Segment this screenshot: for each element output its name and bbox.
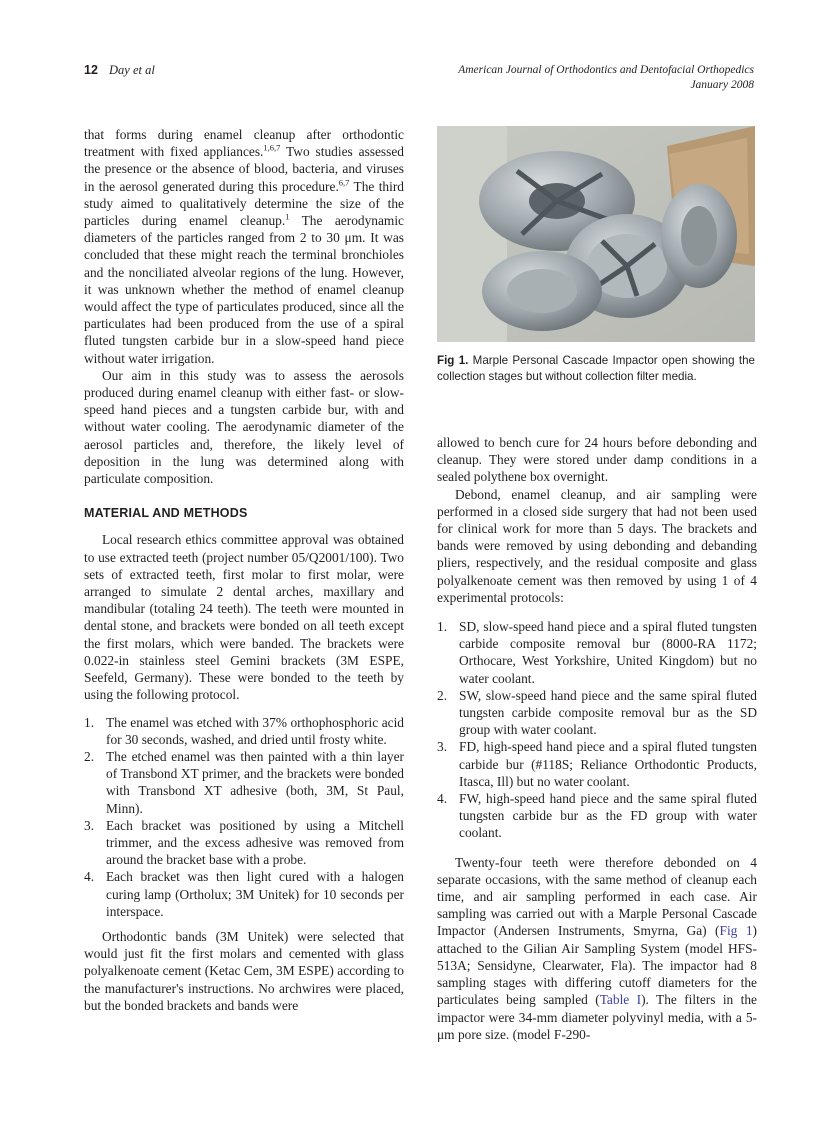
list-item: 3. FD, high-speed hand piece and a spiral fluted tungsten carbide bur (#118S; Reliance Orthodontic Products, Itasca, Ill) but no water coolant. [437,739,757,789]
experimental-protocol-list [437,618,757,842]
paragraph: Local research ethics committee approval was obtained to use extracted teeth (project number 05/Q2001/100). Two sets of extracted teeth, first molar to first molar, were arranged to simulate 2 dental arches, maxillary and mandibular (totaling 24 teeth). The teeth were mounted in dental stone, and brackets were bonded on all teeth except the first molars, which were banded. The brackets were 0.022-in stainless steel Gemini brackets (3M ESPE, Seefeld, Germany). These were bonded to the teeth by using the following protocol. [84,532,404,703]
figure-label: Fig 1. [437,354,469,367]
paragraph: Twenty-four teeth were therefore debonded on 4 separate occasions, with the same method of cleanup each time, and air sampling performed in each case. Air sampling was carried out with a Marple Personal Cascade Impactor (Andersen Instruments, Smyrna, Ga) (Fig 1) attached to the Gilian Air Sampling System (model HFS-513A; Sensidyne, Clearwater, Fla). The impactor had 8 sampling stages with differing cutoff diameters for the particulates being sampled (Table I). The filters in the impactor were 34-mm diameter polyvinyl media, with a 5-μm pore size. (model F-290- [437,854,758,1042]
list-item: 3. Each bracket was positioned by using a Mitchell trimmer, and the excess adhesive was removed from around the bracket base with a probe. [84,817,404,868]
figure-image [437,126,755,342]
impactor-photo [437,126,755,342]
bonding-protocol-list [84,714,404,920]
running-header-left [84,63,155,78]
page-number: 12 [84,63,98,77]
list-item: 1. SD, slow-speed hand piece and a spiral fluted tungsten carbide composite removal bur (8000-RA 1172; Orthocare, West Yorkshire, United Kingdom) but no water coolant. [437,619,757,686]
right-column [437,434,757,1043]
journal-issue: January 2008 [690,79,754,91]
paragraph: Orthodontic bands (3M Unitek) were selected that would just fit the first molars and cemented with glass polyalkenoate cement (Ketac Cem, 3M ESPE) according to the manufacturer's instructions. No archwires were placed, but the bonded brackets and bands were [84,928,404,1013]
running-authors: Day et al [109,63,155,77]
citation[interactable]: 1 [285,211,290,222]
journal-name: American Journal of Orthodontics and Dentofacial Orthopedics [458,64,754,76]
paragraph: Debond, enamel cleanup, and air sampling were performed in a closed side surgery that had not been used for clinical work for more than 5 days. The brackets and bands were removed by using debonding and debanding pliers, respectively, and the residual composite and glass polyalkenoate cement was then removed by using 1 of 4 experimental protocols: [437,486,757,605]
paragraph: that forms during enamel cleanup after orthodontic treatment with fixed appliances.$^{1,6,7}$ Two studies assessed the presence or the absence of blood, bacteria, and viruses in the aerosol generated during this procedure.$^{6,7}$ The third study aimed to qualitatively determine the size of the particles during enamel cleanup.$^1$ The aerodynamic diameters of the particles ranged from 2 to 30 μm. It was concluded that these might reach the terminal bronchioles and the nonciliated alveolar regions of the lung. However, it was unknown whether the method of enamel cleanup would affect the type of particulates produced, since all the particulates had been produced from the use of a spiral fluted tungsten carbide bur in a slow-speed hand piece without water irrigation. [84,127,404,366]
figure-link[interactable]: Fig 1 [719,923,753,939]
citation[interactable]: 1,6,7 [263,142,281,153]
list-item: 4. FW, high-speed hand piece and the same spiral fluted tungsten carbide bur as the FD group with water coolant. [437,791,757,841]
list-item: 2. SW, slow-speed hand piece and the same spiral fluted tungsten carbide composite removal bur as the SD group with water coolant. [437,687,757,738]
paragraph: Our aim in this study was to assess the aerosols produced during enamel cleanup with either fast- or slow-speed hand pieces and a tungsten carbide bur, with and without water cooling. The aerodynamic diameter of the aerosol particles and, therefore, the likely level of deposition in the lung was determined along with particulate composition. [84,367,404,487]
paragraph: allowed to bench cure for 24 hours before debonding and cleanup. They were stored under damp conditions in a sealed polythene box overnight. [437,435,757,485]
section-heading: MATERIAL AND METHODS [84,506,248,521]
citation[interactable]: 6,7 [338,177,350,188]
running-header-right [458,63,754,93]
list-item: 1. The enamel was etched with 37% orthophosphoric acid for 30 seconds, washed, and dried until frosty white. [84,714,404,747]
table-link[interactable]: Table I [599,992,642,1008]
list-item: 4. Each bracket was then light cured with a halogen curing lamp (Ortholux; 3M Unitek) for 10 seconds per interspace. [84,869,404,919]
left-column [84,126,404,1014]
figure-caption: Fig 1. Marple Personal Cascade Impactor open showing the collection stages but without collection filter media. [437,354,755,383]
list-item: 2. The etched enamel was then painted with a thin layer of Transbond XT primer, and the brackets were bonded with Transbond XT adhesive (both, 3M, St Paul, Minn). [84,748,404,816]
